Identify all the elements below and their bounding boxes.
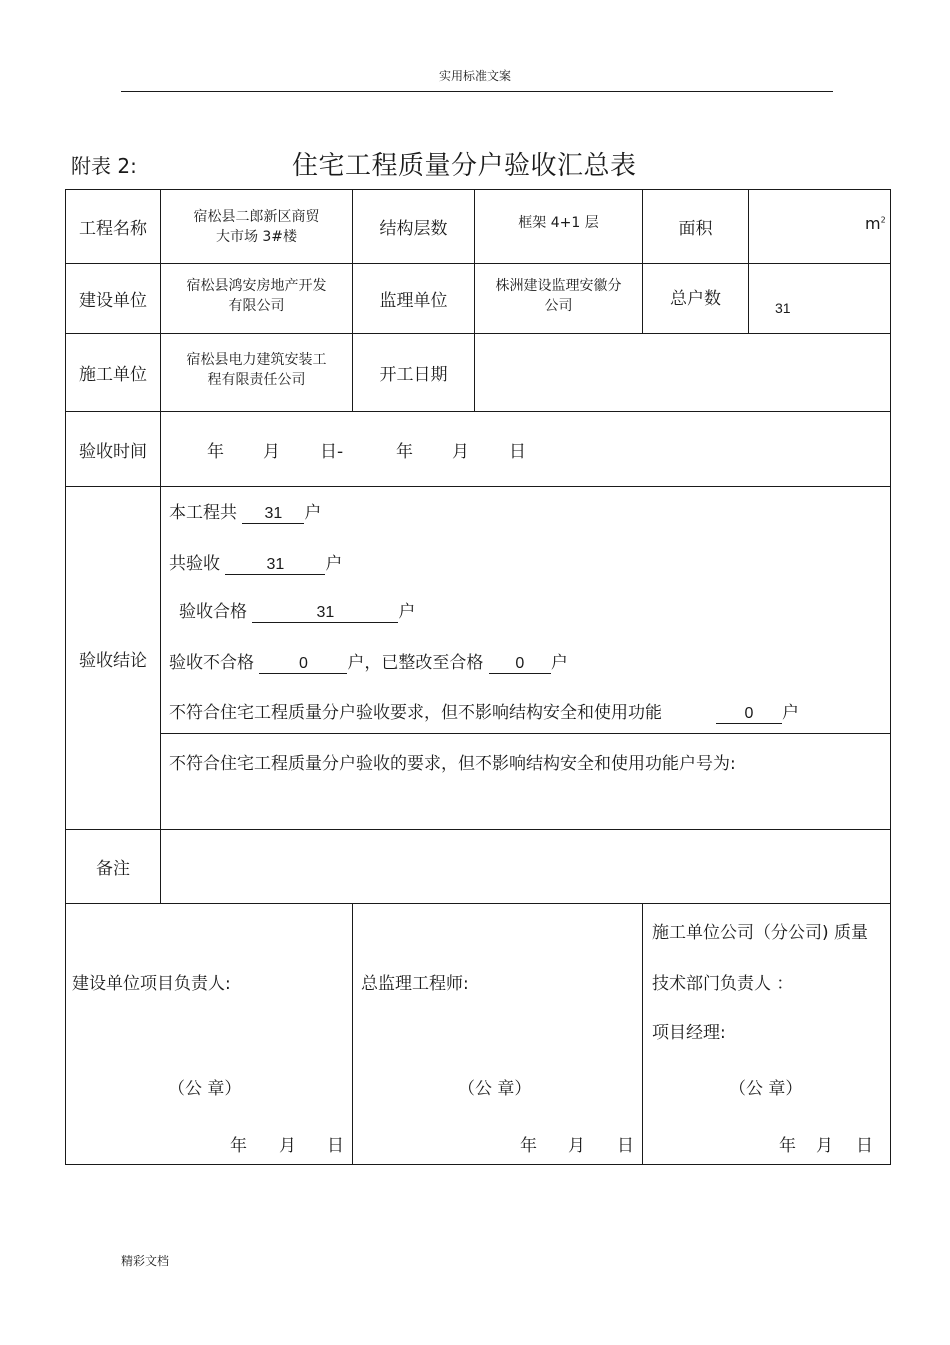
contractor-sign-year: 年 [779, 1136, 796, 1156]
conclusion-nonconform-text: 不符合住宅工程质量分户验收要求，但不影响结构安全和使用功能 [169, 703, 662, 723]
supervisor-value [475, 264, 642, 328]
contractor-project-manager-label: 项目经理: [652, 1023, 726, 1043]
supervisor-line: 公司 [544, 298, 573, 314]
table-rule [160, 733, 891, 734]
builder-label: 建设单位 [79, 291, 147, 311]
area-label: 面积 [678, 219, 713, 239]
table-rule [642, 903, 643, 1164]
area-unit-superscript: 2 [880, 215, 886, 225]
builder-sign-year: 年 [230, 1136, 247, 1156]
acceptance-month-start: 月 [263, 442, 280, 462]
supervisor-sign-day: 日 [617, 1136, 634, 1156]
acceptance-day-end: 日 [509, 442, 526, 462]
project-name-line: 宿松县二郎新区商贸 [193, 208, 320, 225]
appendix-label: 附表 2: [71, 154, 137, 178]
conclusion-total-prefix: 本工程共 [169, 503, 237, 523]
conclusion-checked-line [169, 549, 342, 575]
supervisor-signature-title: 总监理工程师: [361, 974, 469, 994]
conclusion-failed-mid: 户，已整改至合格 [347, 653, 484, 673]
page-footer: 精彩文档 [121, 1254, 170, 1268]
page-header: 实用标准文案 [438, 69, 511, 83]
builder-signature-title: 建设单位项目负责人: [72, 974, 231, 994]
conclusion-passed-prefix: 验收合格 [179, 602, 247, 622]
table-rule [352, 903, 353, 1164]
conclusion-failed-prefix: 验收不合格 [169, 653, 254, 673]
table-rule [65, 903, 891, 904]
builder-sign-day: 日 [327, 1136, 344, 1156]
conclusion-checked-value: 31 [225, 556, 325, 575]
acceptance-year-start: 年 [207, 442, 224, 462]
conclusion-passed-line [179, 597, 415, 623]
builder-seal: （公 章） [168, 1079, 242, 1099]
households-label: 总户数 [670, 288, 721, 309]
builder-line: 宿松县鸿安房地产开发 [186, 278, 327, 294]
structure-value: 框架 4+1 层 [518, 215, 599, 231]
structure-label: 结构层数 [379, 219, 448, 239]
contractor-value [161, 334, 352, 406]
supervisor-seal: （公 章） [458, 1079, 532, 1099]
table-rule [65, 486, 891, 487]
acceptance-time-label: 验收时间 [79, 441, 147, 462]
conclusion-total-line [169, 498, 321, 524]
table-border-bottom [65, 1164, 891, 1165]
conclusion-nonconform-value: 0 [716, 705, 782, 724]
conclusion-total-value: 31 [242, 505, 304, 524]
remarks-label: 备注 [96, 859, 130, 879]
conclusion-checked-prefix: 共验收 [169, 554, 220, 574]
conclusion-nonconform-suffix: 户 [782, 703, 799, 723]
conclusion-fixed-value: 0 [489, 655, 551, 674]
contractor-line: 宿松县电力建筑安装工 [186, 352, 327, 368]
project-name-value [161, 190, 352, 263]
table-rule [748, 189, 749, 333]
project-name-label: 工程名称 [79, 219, 147, 239]
supervisor-line: 株洲建设监理安徽分 [495, 278, 622, 294]
start-date-value [475, 334, 890, 411]
contractor-signature-title-line: 技术部门负责人 ： [652, 974, 794, 994]
header-rule [121, 91, 833, 92]
page-title: 住宅工程质量分户验收汇总表 [292, 151, 637, 181]
builder-line: 有限公司 [228, 298, 285, 314]
area-unit [865, 214, 886, 233]
table-rule [65, 411, 891, 412]
supervisor-label: 监理单位 [379, 291, 448, 311]
contractor-sign-day: 日 [856, 1136, 873, 1156]
supervisor-sign-month: 月 [568, 1136, 585, 1156]
households-value: 31 [775, 300, 791, 316]
conclusion-nonconform-line [716, 698, 799, 724]
supervisor-sign-year: 年 [520, 1136, 537, 1156]
conclusion-checked-suffix: 户 [325, 554, 343, 574]
acceptance-day-start: 日- [320, 442, 344, 462]
project-name-line: 大市场 3#楼 [215, 228, 298, 245]
conclusion-passed-value: 31 [252, 604, 398, 623]
acceptance-month-end: 月 [452, 442, 469, 462]
builder-sign-month: 月 [279, 1136, 296, 1156]
table-rule [65, 829, 891, 830]
conclusion-passed-suffix: 户 [398, 602, 416, 622]
contractor-sign-month: 月 [816, 1136, 833, 1156]
conclusion-fixed-suffix: 户 [550, 653, 568, 673]
conclusion-label: 验收结论 [79, 650, 147, 671]
nonconform-numbers-label: 不符合住宅工程质量分户验收的要求，但不影响结构安全和使用功能户号为: [169, 754, 736, 774]
contractor-signature-title-line: 施工单位公司（分公司) 质量 [652, 923, 869, 943]
contractor-seal: （公 章） [729, 1079, 803, 1099]
contractor-label: 施工单位 [79, 365, 147, 385]
conclusion-failed-value: 0 [259, 655, 347, 674]
conclusion-total-suffix: 户 [304, 503, 322, 523]
table-border-right [890, 189, 891, 1165]
builder-value [161, 264, 352, 328]
area-unit-text: m [865, 214, 881, 233]
contractor-line: 程有限责任公司 [207, 372, 306, 388]
conclusion-failed-line [169, 648, 568, 674]
start-date-label: 开工日期 [379, 365, 448, 385]
acceptance-year-end: 年 [396, 442, 413, 462]
